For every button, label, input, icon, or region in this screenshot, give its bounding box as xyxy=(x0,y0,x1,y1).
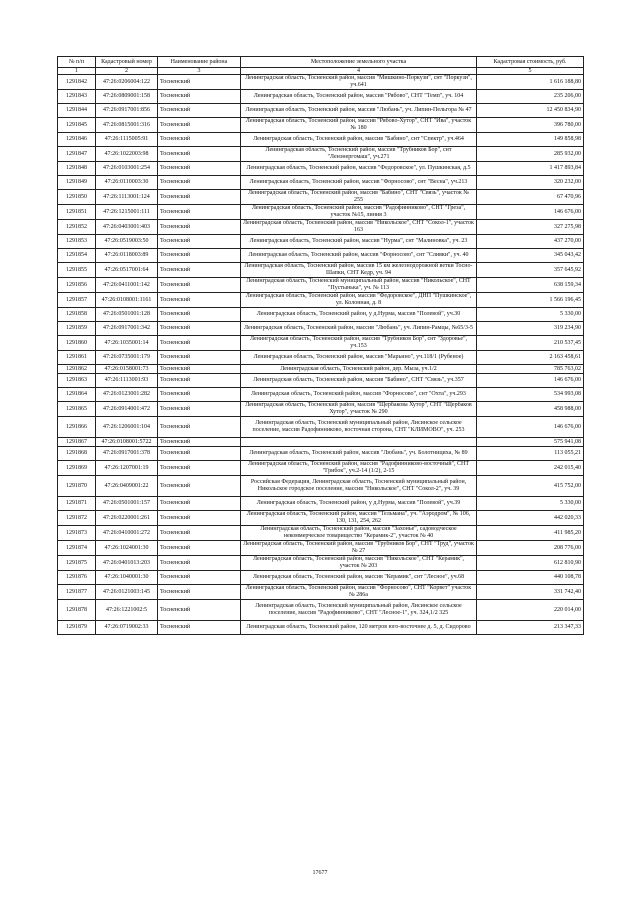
district-name-cell: Тосненский xyxy=(158,263,241,278)
cadastral-number-cell: 47:26:0121003:145 xyxy=(96,585,158,600)
cadastral-value-cell: 357 645,92 xyxy=(477,263,584,278)
cadastral-number-cell: 47:26:0735001:179 xyxy=(96,351,158,365)
cadastral-number-cell: 47:26:0118003:89 xyxy=(96,249,158,263)
location-cell: Ленинградская область, Тосненский район, массив "Бабино", снт "Спектр", уч.464 xyxy=(241,133,477,147)
header-location: Местоположение земельного участка xyxy=(241,57,477,68)
district-name-cell: Тосненский xyxy=(158,162,241,176)
table-row xyxy=(58,336,584,351)
table-row xyxy=(58,447,584,461)
cadastral-value-cell: 210 537,45 xyxy=(477,336,584,351)
district-name-cell: Тосненский xyxy=(158,205,241,220)
cadastral-number-cell: 47:26:0917001:342 xyxy=(96,322,158,336)
district-name-cell: Тосненский xyxy=(158,118,241,133)
row-number-cell: 1291850 xyxy=(58,190,96,205)
table-row xyxy=(58,133,584,147)
district-name-cell: Тосненский xyxy=(158,526,241,541)
row-number-cell: 1291864 xyxy=(58,388,96,402)
row-number-cell: 1291860 xyxy=(58,336,96,351)
column-number: 4 xyxy=(241,68,477,75)
header-district-name: Наименование района xyxy=(158,57,241,68)
table-row xyxy=(58,322,584,336)
location-cell: Ленинградская область, Тосненский район, массив "Радофинниково-восточный", СНТ "Грибок", уч.2-14 (1/2), 2-15 xyxy=(241,461,477,476)
cadastral-value-cell: 285 932,00 xyxy=(477,147,584,162)
district-name-cell: Тосненский xyxy=(158,402,241,417)
column-number-row xyxy=(58,68,584,75)
cadastral-number-cell: 47:26:1040001:30 xyxy=(96,571,158,585)
table-row xyxy=(58,278,584,293)
row-number-cell: 1291875 xyxy=(58,556,96,571)
district-name-cell: Тосненский xyxy=(158,585,241,600)
district-name-cell: Тосненский xyxy=(158,278,241,293)
cadastral-number-cell: 47:26:0410001:272 xyxy=(96,526,158,541)
cadastral-value-cell: 458 988,00 xyxy=(477,402,584,417)
cadastral-value-cell: 208 776,00 xyxy=(477,541,584,556)
table-row xyxy=(58,438,584,447)
row-number-cell: 1291848 xyxy=(58,162,96,176)
district-name-cell: Тосненский xyxy=(158,374,241,388)
cadastral-value-cell: 1 417 893,84 xyxy=(477,162,584,176)
district-name-cell: Тосненский xyxy=(158,571,241,585)
row-number-cell: 1291846 xyxy=(58,133,96,147)
row-number-cell: 1291876 xyxy=(58,571,96,585)
row-number-cell: 1291855 xyxy=(58,263,96,278)
location-cell: Ленинградская область, Тосненский район, 120 метров юго-восточнее д. 5, д. Сидорово xyxy=(241,621,477,635)
district-name-cell: Тосненский xyxy=(158,104,241,118)
row-number-cell: 1291853 xyxy=(58,235,96,249)
cadastral-number-cell: 47:26:0108001:1161 xyxy=(96,293,158,308)
location-cell: Ленинградская область, Тосненский район, массив "Керамик", снт "Лесное", уч.68 xyxy=(241,571,477,585)
row-number-cell: 1291856 xyxy=(58,278,96,293)
district-name-cell: Тосненский xyxy=(158,75,241,90)
location-cell: Ленинградская область, Тосненский район, массив "Рябово", СНТ "Темп", уч. 104 xyxy=(241,90,477,104)
cadastral-value-cell: 242 015,40 xyxy=(477,461,584,476)
location-cell: Ленинградская область, Тосненский район, массив "Нурма", снт "Малиновка", уч. 23 xyxy=(241,235,477,249)
table-row xyxy=(58,497,584,511)
row-number-cell: 1291879 xyxy=(58,621,96,635)
table-row xyxy=(58,263,584,278)
table-row xyxy=(58,388,584,402)
cadastral-value-cell: 213 347,33 xyxy=(477,621,584,635)
table-body xyxy=(58,75,584,635)
table-row xyxy=(58,526,584,541)
location-cell: Ленинградская область, Тосненский район, массив "Никольское", СНТ "Керамик", участок № 203 xyxy=(241,556,477,571)
location-cell: Ленинградская область, Тосненский район, массив "Трубников Бор", СНТ "Труд", участок № 27 xyxy=(241,541,477,556)
cadastral-value-table xyxy=(57,56,584,635)
cadastral-value-cell: 534 993,08 xyxy=(477,388,584,402)
table-row xyxy=(58,90,584,104)
cadastral-number-cell: 47:26:1221002:5 xyxy=(96,600,158,621)
table-row xyxy=(58,556,584,571)
cadastral-value-cell: 320 232,00 xyxy=(477,176,584,190)
cadastral-number-cell: 47:26:0501001:157 xyxy=(96,497,158,511)
table-row xyxy=(58,476,584,497)
row-number-cell: 1291869 xyxy=(58,461,96,476)
district-name-cell: Тосненский xyxy=(158,541,241,556)
cadastral-value-cell: 638 159,34 xyxy=(477,278,584,293)
location-cell: Ленинградская область, Тосненский район, массив "Бабино", СНТ "Связь", уч.357 xyxy=(241,374,477,388)
location-cell: Ленинградская область, Тосненский район, массив "Любань", уч. Липин-Рамцы, №65/3-5 xyxy=(241,322,477,336)
header-cadastral-number: Кадастровый номер xyxy=(96,57,158,68)
district-name-cell: Тосненский xyxy=(158,220,241,235)
column-number: 1 xyxy=(58,68,96,75)
cadastral-number-cell: 47:26:1022003:98 xyxy=(96,147,158,162)
row-number-cell: 1291845 xyxy=(58,118,96,133)
cadastral-number-cell: 47:26:1113001:124 xyxy=(96,190,158,205)
district-name-cell: Тосненский xyxy=(158,176,241,190)
table-row xyxy=(58,235,584,249)
location-cell: Ленинградская область, Тосненский район, массив "Форносово", снт "Весна", уч.213 xyxy=(241,176,477,190)
location-cell: Ленинградская область, Тосненский район, массив "Радофинниково", СНТ "Греза", участок №15, линия 3 xyxy=(241,205,477,220)
table-row xyxy=(58,104,584,118)
district-name-cell: Тосненский xyxy=(158,249,241,263)
table-row xyxy=(58,293,584,308)
location-cell: Ленинградская область, Тосненский район, массив 15 км железнодорожной ветки Тосно-Шапки, СНТ Кедр, уч. 94 xyxy=(241,263,477,278)
row-number-cell: 1291865 xyxy=(58,402,96,417)
row-number-cell: 1291849 xyxy=(58,176,96,190)
table-row xyxy=(58,308,584,322)
district-name-cell: Тосненский xyxy=(158,336,241,351)
cadastral-number-cell: 47:26:1207001:19 xyxy=(96,461,158,476)
location-cell: Ленинградская область, Тосненский муниципальный район, массив "Никольское", СНТ "Пустынька", уч. № 113 xyxy=(241,278,477,293)
location-cell: Ленинградская область, Тосненский район, массив "Никольское", СНТ "Сокол-1", участок 163 xyxy=(241,220,477,235)
table-row xyxy=(58,417,584,438)
table-row xyxy=(58,571,584,585)
district-name-cell: Тосненский xyxy=(158,556,241,571)
cadastral-value-cell: 345 043,42 xyxy=(477,249,584,263)
cadastral-number-cell: 47:26:0914001:472 xyxy=(96,402,158,417)
district-name-cell: Тосненский xyxy=(158,600,241,621)
district-name-cell: Тосненский xyxy=(158,447,241,461)
row-number-cell: 1291859 xyxy=(58,322,96,336)
cadastral-value-cell: 2 163 458,61 xyxy=(477,351,584,365)
district-name-cell: Тосненский xyxy=(158,497,241,511)
cadastral-value-cell: 612 810,90 xyxy=(477,556,584,571)
cadastral-value-cell: 785 763,02 xyxy=(477,365,584,374)
district-name-cell: Тосненский xyxy=(158,388,241,402)
location-cell: Ленинградская область, Тосненский муниципальный район, Лисинское сельское поселение, массив Радофинниково, восточная сторона, СНТ "КЛИМОВО", уч. 253 xyxy=(241,417,477,438)
row-number-cell: 1291873 xyxy=(58,526,96,541)
cadastral-number-cell: 47:26:1035001:14 xyxy=(96,336,158,351)
location-cell: Ленинградская область, Тосненский район, массив "Федоровское", ДНП "Пушкинское", ул. Колонная, д. 8 xyxy=(241,293,477,308)
table-row xyxy=(58,75,584,90)
cadastral-value-cell: 440 108,78 xyxy=(477,571,584,585)
cadastral-number-cell: 47:26:0401013:203 xyxy=(96,556,158,571)
table-row xyxy=(58,365,584,374)
cadastral-value-cell: 146 676,00 xyxy=(477,374,584,388)
cadastral-value-cell: 396 780,00 xyxy=(477,118,584,133)
location-cell: Ленинградская область, Тосненский район, массив "Трубников Бор", снт "Здоровье", уч.153 xyxy=(241,336,477,351)
cadastral-value-cell: 146 676,00 xyxy=(477,417,584,438)
table-row xyxy=(58,585,584,600)
cadastral-value-cell: 442 020,33 xyxy=(477,511,584,526)
cadastral-number-cell: 47:26:0206004:122 xyxy=(96,75,158,90)
cadastral-number-cell: 47:26:0110003:30 xyxy=(96,176,158,190)
district-name-cell: Тосненский xyxy=(158,511,241,526)
document-page xyxy=(57,56,583,635)
cadastral-value-cell: 67 470,96 xyxy=(477,190,584,205)
cadastral-number-cell: 47:26:1206001:104 xyxy=(96,417,158,438)
header-row-number: № п/п xyxy=(58,57,96,68)
district-name-cell: Тосненский xyxy=(158,476,241,497)
row-number-cell: 1291851 xyxy=(58,205,96,220)
cadastral-number-cell: 47:26:0409001:22 xyxy=(96,476,158,497)
table-row xyxy=(58,402,584,417)
location-cell: Ленинградская область, Тосненский район, массив "Форносово", снт "Сливки", уч. 40 xyxy=(241,249,477,263)
location-cell: Российская Федерация, Ленинградская область, Тосненский муниципальный район, Никольское городское поселение, массив "Никольское", СНТ "Сокол-2", уч. 39 xyxy=(241,476,477,497)
cadastral-number-cell: 47:26:0103001:254 xyxy=(96,162,158,176)
location-cell: Ленинградская область, Тосненский район, у д.Нурма, массив "Полевой", уч.30 xyxy=(241,308,477,322)
row-number-cell: 1291854 xyxy=(58,249,96,263)
column-number: 3 xyxy=(158,68,241,75)
cadastral-number-cell: 47:26:0719002:33 xyxy=(96,621,158,635)
cadastral-value-cell: 331 742,40 xyxy=(477,585,584,600)
table-row xyxy=(58,118,584,133)
cadastral-value-cell: 411 985,20 xyxy=(477,526,584,541)
cadastral-number-cell: 47:26:0403001:403 xyxy=(96,220,158,235)
row-number-cell: 1291858 xyxy=(58,308,96,322)
cadastral-number-cell: 47:26:0519003:50 xyxy=(96,235,158,249)
cadastral-value-cell: 12 450 834,90 xyxy=(477,104,584,118)
row-number-cell: 1291861 xyxy=(58,351,96,365)
table-row xyxy=(58,162,584,176)
row-number-cell: 1291878 xyxy=(58,600,96,621)
location-cell: Ленинградская область, Тосненский район, массив "Форносово", снт "Охта", уч.293 xyxy=(241,388,477,402)
row-number-cell: 1291852 xyxy=(58,220,96,235)
cadastral-number-cell: 47:26:0815001:316 xyxy=(96,118,158,133)
row-number-cell: 1291863 xyxy=(58,374,96,388)
table-row xyxy=(58,220,584,235)
table-row xyxy=(58,511,584,526)
location-cell: Ленинградская область, Тосненский район, массив "Мишкино-Поркузи", снт "Поркузи", уч.641 xyxy=(241,75,477,90)
table-row xyxy=(58,600,584,621)
row-number-cell: 1291843 xyxy=(58,90,96,104)
location-cell: Ленинградская область, Тосненский район, массив "Форносово", СНТ "Корвет" участок № 286а xyxy=(241,585,477,600)
table-row xyxy=(58,190,584,205)
district-name-cell: Тосненский xyxy=(158,417,241,438)
cadastral-number-cell: 47:26:1115005:91 xyxy=(96,133,158,147)
district-name-cell: Тосненский xyxy=(158,322,241,336)
district-name-cell: Тосненский xyxy=(158,133,241,147)
cadastral-value-cell: 235 206,00 xyxy=(477,90,584,104)
district-name-cell: Тосненский xyxy=(158,308,241,322)
cadastral-number-cell: 47:26:0809001:158 xyxy=(96,90,158,104)
cadastral-number-cell: 47:26:0917001:378 xyxy=(96,447,158,461)
cadastral-value-cell: 5 330,00 xyxy=(477,497,584,511)
cadastral-number-cell: 47:26:0123001:282 xyxy=(96,388,158,402)
table-row xyxy=(58,461,584,476)
location-cell: Ленинградская область, Тосненский муниципальный район, Лисинское сельское поселение, массив "Радофинниково", СНТ "Лесное-1", уч. 324,1/2 325 xyxy=(241,600,477,621)
cadastral-number-cell: 47:26:0517001:64 xyxy=(96,263,158,278)
table-row xyxy=(58,249,584,263)
row-number-cell: 1291857 xyxy=(58,293,96,308)
cadastral-value-cell: 415 752,00 xyxy=(477,476,584,497)
table-header-row xyxy=(58,57,584,68)
cadastral-number-cell: 47:26:1024001:30 xyxy=(96,541,158,556)
cadastral-value-cell: 1 616 188,80 xyxy=(477,75,584,90)
table-row xyxy=(58,541,584,556)
location-cell xyxy=(241,438,477,447)
row-number-cell: 1291874 xyxy=(58,541,96,556)
page-number: 17677 xyxy=(312,870,328,876)
location-cell: Ленинградская область, Тосненский район, у д.Нурма, массив "Полевой", уч.39 xyxy=(241,497,477,511)
row-number-cell: 1291866 xyxy=(58,417,96,438)
row-number-cell: 1291868 xyxy=(58,447,96,461)
location-cell: Ленинградская область, Тосненский район, массив "Щербакова Хутор", СНТ "Щербаков Хутор", участок № 290 xyxy=(241,402,477,417)
district-name-cell: Тосненский xyxy=(158,90,241,104)
row-number-cell: 1291871 xyxy=(58,497,96,511)
cadastral-number-cell: 47:26:0917001:856 xyxy=(96,104,158,118)
cadastral-number-cell: 47:26:0501001:128 xyxy=(96,308,158,322)
district-name-cell: Тосненский xyxy=(158,351,241,365)
location-cell: Ленинградская область, Тосненский район, массив "Бабино", СНТ "Связь", участок № 255 xyxy=(241,190,477,205)
location-cell: Ленинградская область, Тосненский район, массив "Трубников Бор", снт "Ленэнергомаш", уч.271 xyxy=(241,147,477,162)
cadastral-number-cell: 47:26:0108001:5722 xyxy=(96,438,158,447)
location-cell: Ленинградская область, Тосненский район, массив "Федоровское", ул. Пушкинская, д.5 xyxy=(241,162,477,176)
cadastral-value-cell: 319 234,90 xyxy=(477,322,584,336)
cadastral-value-cell: 146 676,00 xyxy=(477,205,584,220)
cadastral-number-cell: 47:26:0411001:142 xyxy=(96,278,158,293)
cadastral-value-cell: 575 941,08 xyxy=(477,438,584,447)
location-cell: Ленинградская область, Тосненский район, массив "Рябово-Хутор", СНТ "Ива", участок № 180 xyxy=(241,118,477,133)
column-number: 2 xyxy=(96,68,158,75)
district-name-cell: Тосненский xyxy=(158,190,241,205)
column-number: 5 xyxy=(477,68,584,75)
district-name-cell: Тосненский xyxy=(158,293,241,308)
cadastral-value-cell: 1 566 196,45 xyxy=(477,293,584,308)
district-name-cell: Тосненский xyxy=(158,621,241,635)
table-row xyxy=(58,374,584,388)
table-row xyxy=(58,205,584,220)
row-number-cell: 1291870 xyxy=(58,476,96,497)
row-number-cell: 1291847 xyxy=(58,147,96,162)
district-name-cell: Тосненский xyxy=(158,365,241,374)
cadastral-value-cell: 5 330,00 xyxy=(477,308,584,322)
table-row xyxy=(58,176,584,190)
header-cadastral-value: Кадастровая стоимость, руб. xyxy=(477,57,584,68)
cadastral-number-cell: 47:26:0220001:261 xyxy=(96,511,158,526)
cadastral-number-cell: 47:26:1113001:93 xyxy=(96,374,158,388)
cadastral-number-cell: 47:26:1215001:111 xyxy=(96,205,158,220)
table-row xyxy=(58,351,584,365)
row-number-cell: 1291867 xyxy=(58,438,96,447)
table-row xyxy=(58,621,584,635)
district-name-cell: Тосненский xyxy=(158,147,241,162)
row-number-cell: 1291872 xyxy=(58,511,96,526)
location-cell: Ленинградская область, Тосненский район, массив "Захонье", садоводческое некоммерческое товарищество "Керамик-2", участок № 40 xyxy=(241,526,477,541)
cadastral-value-cell: 113 055,21 xyxy=(477,447,584,461)
location-cell: Ленинградская область, Тосненский район, массив "Тельмана", уч. "Аэродром", № 106, 130, 131, 254, 262 xyxy=(241,511,477,526)
row-number-cell: 1291844 xyxy=(58,104,96,118)
cadastral-value-cell: 437 270,00 xyxy=(477,235,584,249)
cadastral-value-cell: 327 275,98 xyxy=(477,220,584,235)
district-name-cell: Тосненский xyxy=(158,461,241,476)
row-number-cell: 1291862 xyxy=(58,365,96,374)
location-cell: Ленинградская область, Тосненский район, массив "Любань", уч. Липин-Пельгора № 47 xyxy=(241,104,477,118)
cadastral-value-cell: 149 858,98 xyxy=(477,133,584,147)
cadastral-number-cell: 47:26:0158001:73 xyxy=(96,365,158,374)
table-row xyxy=(58,147,584,162)
row-number-cell: 1291842 xyxy=(58,75,96,90)
district-name-cell: Тосненский xyxy=(158,438,241,447)
location-cell: Ленинградская область, Тосненский район, массив "Марьино", уч.118/1 (Рубеное) xyxy=(241,351,477,365)
row-number-cell: 1291877 xyxy=(58,585,96,600)
location-cell: Ленинградская область, Тосненский район, массив "Любань", уч. Болотнициха, № 89 xyxy=(241,447,477,461)
district-name-cell: Тосненский xyxy=(158,235,241,249)
location-cell: Ленинградская область, Тосненский район, дер. Мыза, уч.1/2 xyxy=(241,365,477,374)
cadastral-value-cell: 220 014,00 xyxy=(477,600,584,621)
